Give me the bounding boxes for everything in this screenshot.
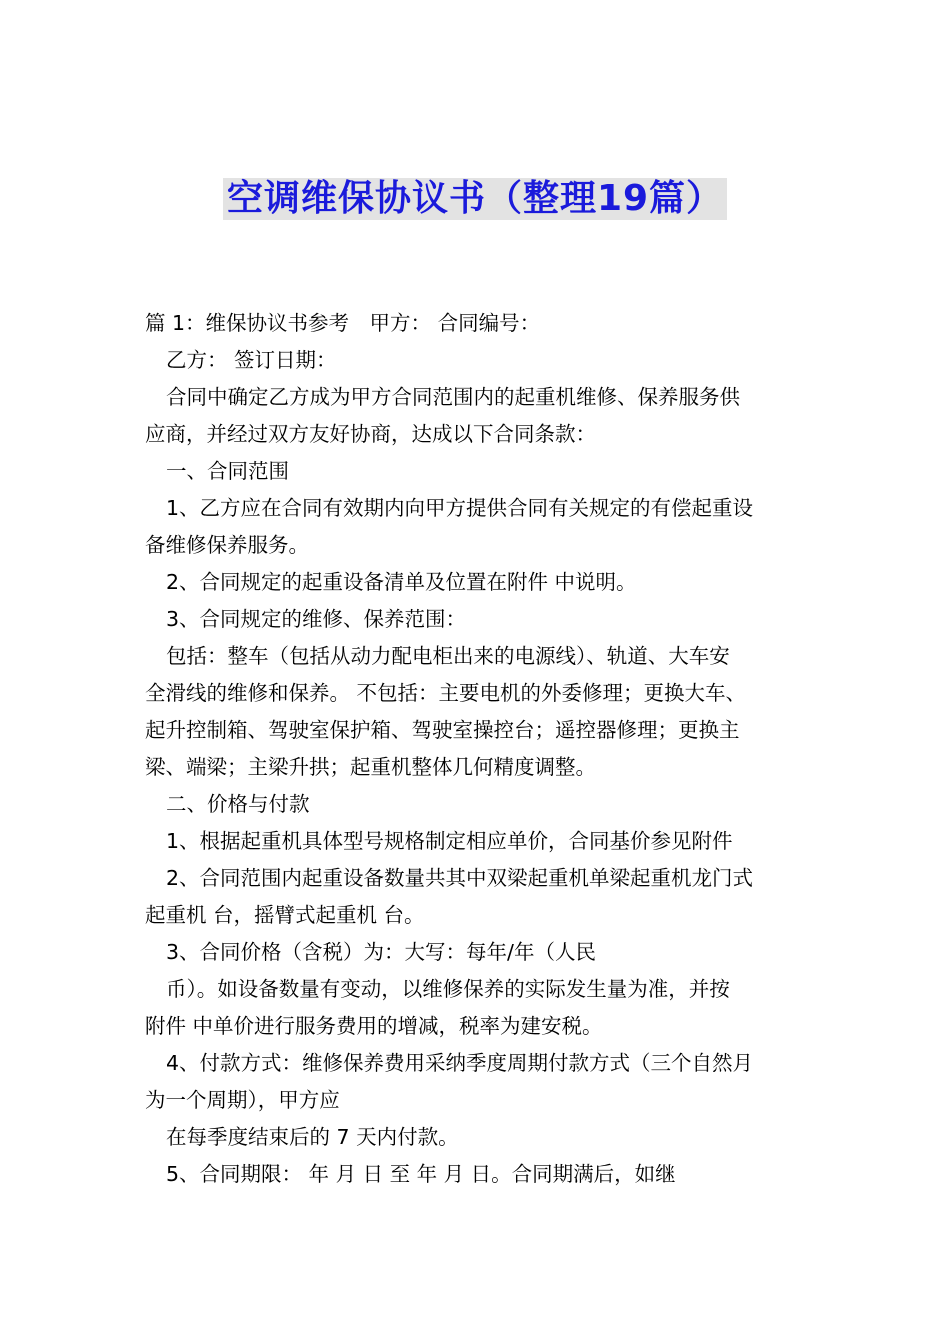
- text-line: 二、价格与付款: [166, 792, 310, 816]
- text-line: 一、合同范围: [166, 459, 289, 483]
- text-line: 全滑线的维修和保养。 不包括：主要电机的外委修理；更换大车、: [145, 681, 747, 705]
- text-line: 2、合同规定的起重设备清单及位置在附件 中说明。: [166, 570, 637, 594]
- text-line: 3、合同价格（含税）为：大写：每年/年（人民: [166, 940, 596, 964]
- text-line: 包括：整车（包括从动力配电柜出来的电源线）、轨道、大车安: [166, 644, 730, 668]
- text-line: 起重机 台，摇臂式起重机 台。: [145, 903, 425, 927]
- text-line: 1、根据起重机具体型号规格制定相应单价，合同基价参见附件: [166, 829, 733, 853]
- text-line: 篇 1：维保协议书参考 甲方： 合同编号：: [145, 311, 541, 335]
- document-title: 空调维保协议书（整理19篇）: [223, 178, 727, 220]
- text-line: 币）。如设备数量有变动，以维修保养的实际发生量为准，并按: [166, 977, 730, 1001]
- text-line: 乙方： 签订日期：: [166, 348, 337, 372]
- text-line: 应商，并经过双方友好协商，达成以下合同条款：: [145, 422, 596, 446]
- text-line: 梁、端梁；主梁升拱；起重机整体几何精度调整。: [145, 755, 596, 779]
- text-line: 4、付款方式：维修保养费用采纳季度周期付款方式（三个自然月: [166, 1051, 754, 1075]
- text-line: 备维修保养服务。: [145, 533, 309, 557]
- text-line: 5、合同期限： 年 月 日 至 年 月 日。合同期满后，如继: [166, 1162, 676, 1186]
- text-line: 附件 中单价进行服务费用的增减，税率为建安税。: [145, 1014, 603, 1038]
- text-line: 1、乙方应在合同有效期内向甲方提供合同有关规定的有偿起重设: [166, 496, 754, 520]
- text-line: 2、合同范围内起重设备数量共其中双梁起重机单梁起重机龙门式: [166, 866, 754, 890]
- title-container: [0, 178, 950, 220]
- text-line: 合同中确定乙方成为甲方合同范围内的起重机维修、保养服务供: [166, 385, 740, 409]
- text-line: 在每季度结束后的 7 天内付款。: [166, 1125, 459, 1149]
- text-line: 3、合同规定的维修、保养范围：: [166, 607, 467, 631]
- text-line: 起升控制箱、驾驶室保护箱、驾驶室操控台；遥控器修理；更换主: [145, 718, 740, 742]
- document-body: [145, 305, 810, 1193]
- text-line: 为一个周期），甲方应: [145, 1088, 340, 1112]
